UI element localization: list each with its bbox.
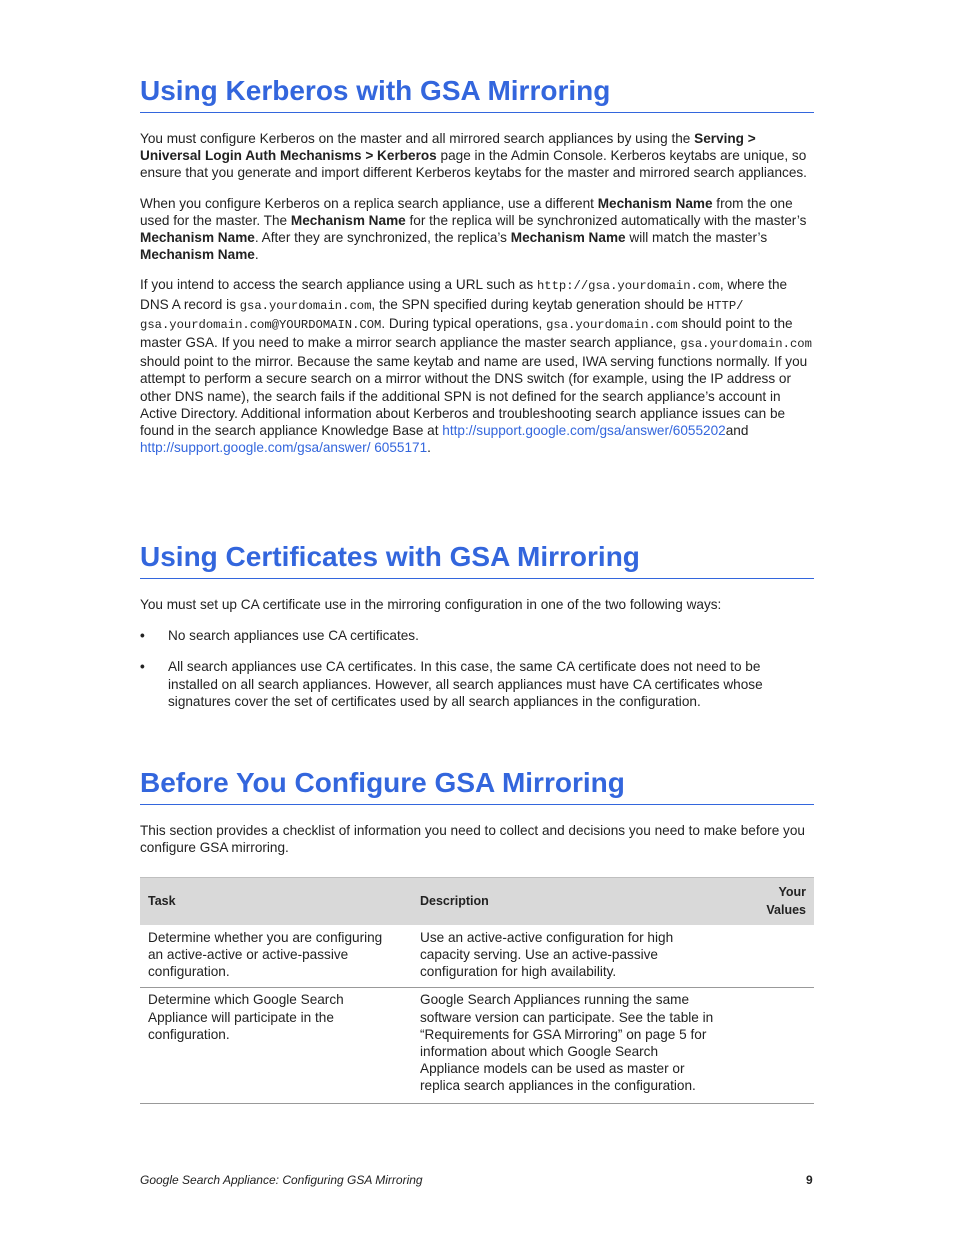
bullet-icon: • [140, 659, 145, 675]
list-item: • All search appliances use CA certificates. In this case, the same CA certificate does not need to be installed on all search appliances. However, all search appliances must have CA certificates whose signatures cover the set of certificates used by all search appliances in the configuration. [140, 659, 763, 709]
before-heading: Before You Configure GSA Mirroring [140, 766, 814, 805]
kb-link-6055202[interactable]: http://support.google.com/gsa/answer/6055202 [442, 423, 726, 439]
values-cell[interactable] [728, 925, 814, 988]
footer-document-title: Google Search Appliance: Configuring GSA Mirroring [140, 1173, 423, 1187]
bullet-icon: • [140, 628, 145, 644]
task-cell: Determine which Google Search Appliance will participate in the configuration. [140, 988, 412, 1103]
description-cell: Use an active-active configuration for high capacity serving. Use an active-passive configuration for high availability. [412, 925, 728, 988]
footer-page-number: 9 [806, 1173, 813, 1187]
kerberos-paragraph-1: You must configure Kerberos on the master and all mirrored search appliances by using the Serving > Universal Login Auth Mechanisms > Kerberos page in the Admin Console. Kerberos keytabs are unique, so ensure that you generate and import different Kerberos keytabs for the master and mirrored search appliances. [140, 131, 807, 181]
header-description: Description [412, 878, 728, 925]
header-your-values: Your Values [728, 878, 814, 925]
certificates-heading: Using Certificates with GSA Mirroring [140, 540, 814, 579]
header-task: Task [140, 878, 412, 925]
list-item: • No search appliances use CA certificates. [140, 628, 419, 644]
certificates-bullet-list [140, 627, 814, 710]
description-cell: Google Search Appliances running the same software version can participate. See the table in “Requirements for GSA Mirroring” on page 5 for information about which Google Search Appliance models can be used as master or replica search appliances in the configuration. [412, 988, 728, 1103]
kerberos-section [140, 74, 814, 456]
example-url: http://gsa.yourdomain.com [536, 279, 720, 294]
kb-link-6055171[interactable]: http://support.google.com/gsa/answer/ 6055171 [140, 440, 428, 456]
kerberos-paragraph-3: If you intend to access the search appliance using a URL such as http://gsa.yourdomain.com, where the DNS A record is gsa.yourdomain.com, the SPN specified during keytab generation should be HTTP/ gsa.yourdomain.com@YOURDOMAIN.COM. During typical operations, gsa.yourdomain.com should point to the master GSA. If you need to make a mirror search appliance the master search appliance, gsa.yourdomain.com should point to the mirror. Because the same keytab and name are used, IWA serving functions normally. If you attempt to perform a secure search on a mirror without the DNS switch (for example, using the IP address or other DNS name), the search fails if the additional SPN is not defined for the search appliance’s account in Active Directory. Additional information about Kerberos and troubleshooting search appliance issues can be found in the search appliance Knowledge Base at http://support.google.com/gsa/answer/6055202and http://support.google.com/gsa/answer/ 6055171. [140, 277, 812, 456]
before-intro: This section provides a checklist of information you need to collect and decisions you need to make before you configure GSA mirroring. [140, 823, 805, 856]
spn-value: HTTP/ gsa.yourdomain.com@YOURDOMAIN.COM [140, 298, 744, 332]
values-cell[interactable] [728, 988, 814, 1103]
dns-record: gsa.yourdomain.com [239, 298, 372, 313]
certificates-section [140, 540, 814, 710]
task-cell: Determine whether you are configuring an active-active or active-passive configuration. [140, 925, 412, 988]
before-section [140, 766, 814, 1104]
table-header-row [140, 878, 814, 925]
table-row [140, 988, 814, 1103]
kerberos-paragraph-2: When you configure Kerberos on a replica search appliance, use a different Mechanism Name from the one used for the master. The Mechanism Name for the replica will be synchronized automatically with the master’s Mechanism Name. After they are synchronized, the replica’s Mechanism Name will match the master’s Mechanism Name. [140, 195, 807, 263]
certificates-intro: You must set up CA certificate use in the mirroring configuration in one of the two following ways: [140, 597, 722, 612]
table-row [140, 925, 814, 988]
kerberos-heading: Using Kerberos with GSA Mirroring [140, 74, 814, 113]
checklist-table [140, 877, 814, 1103]
